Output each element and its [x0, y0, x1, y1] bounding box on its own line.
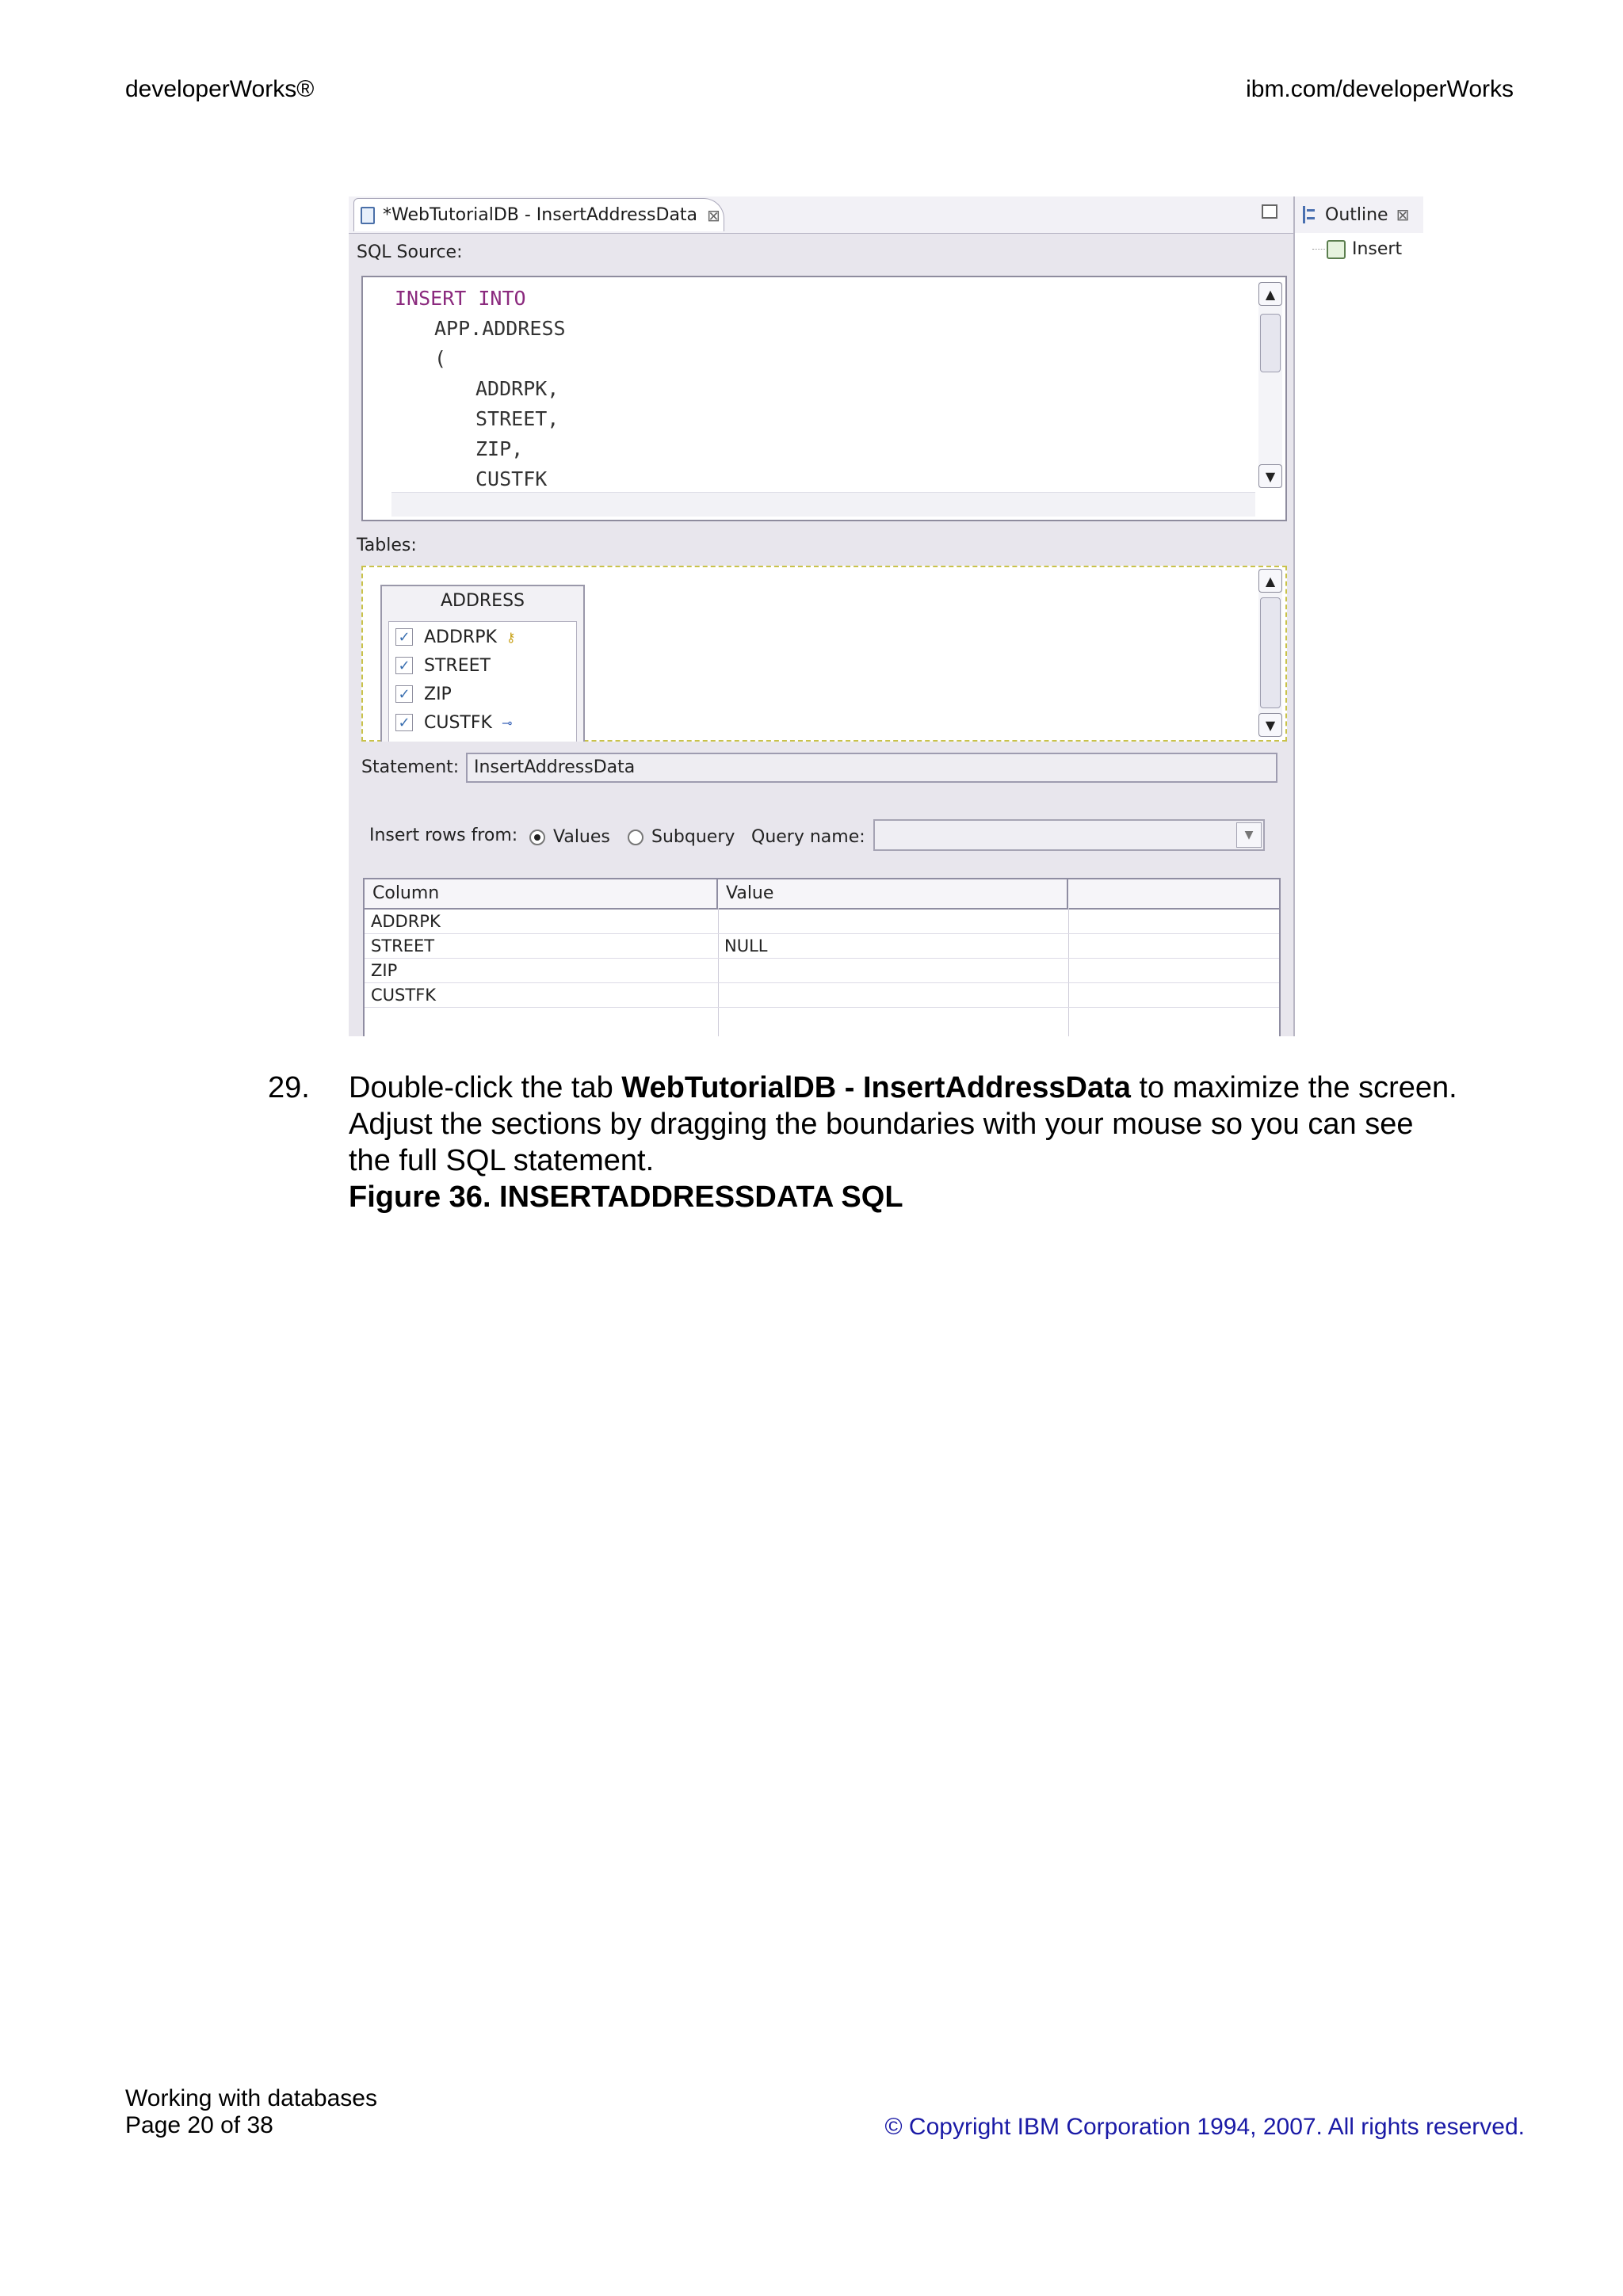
column-name: CUSTFK: [424, 712, 492, 733]
sql-line: (: [434, 347, 447, 370]
step-text-after: to maximize the screen. Adjust the sections by dragging the boundaries with your mouse so you can see the full SQL statement.: [349, 1071, 1457, 1177]
grid-cell-column[interactable]: STREET: [371, 936, 435, 955]
address-table-node[interactable]: [380, 585, 585, 743]
footer-title: Working with databases: [125, 2085, 377, 2111]
editor-tab-label: *WebTutorialDB - InsertAddressData: [383, 205, 698, 225]
column-row[interactable]: [395, 711, 512, 734]
tables-canvas[interactable]: [361, 566, 1287, 742]
checkbox-icon[interactable]: ✓: [395, 714, 413, 731]
scroll-up-icon[interactable]: ▲: [1258, 569, 1282, 593]
sql-line: ADDRPK,: [475, 377, 559, 400]
grid-header: [365, 879, 1279, 910]
grid-header-value[interactable]: Value: [718, 879, 1068, 908]
outline-item-label: Insert: [1352, 239, 1403, 259]
outline-tree-item[interactable]: [1312, 239, 1402, 259]
query-name-select[interactable]: [873, 819, 1265, 851]
grid-row-line: [365, 933, 1279, 934]
grid-divider: [1068, 908, 1069, 1036]
values-grid: [363, 878, 1281, 1036]
radio-selected-icon[interactable]: [529, 830, 545, 845]
step-text-bold: WebTutorialDB - InsertAddressData: [621, 1071, 1131, 1104]
grid-cell-column[interactable]: ADDRPK: [371, 912, 441, 931]
values-radio-label: Values: [553, 827, 610, 847]
statement-label: Statement:: [361, 757, 460, 777]
statement-form: [349, 742, 1293, 1036]
scroll-down-icon[interactable]: ▼: [1258, 464, 1282, 488]
sql-line: STREET,: [475, 407, 559, 430]
step-text: [349, 1070, 1458, 1215]
chevron-down-icon[interactable]: ▼: [1236, 822, 1262, 848]
foreign-key-icon: ⊸: [501, 715, 513, 730]
column-row[interactable]: [395, 625, 516, 649]
maximize-icon[interactable]: [1262, 204, 1277, 219]
insert-statement-icon: [1327, 240, 1346, 259]
scroll-thumb[interactable]: [1260, 597, 1281, 708]
insert-rows-label: Insert rows from:: [369, 826, 518, 845]
scroll-thumb[interactable]: [1260, 314, 1281, 372]
sql-file-icon: [361, 207, 375, 224]
subquery-radio[interactable]: [628, 827, 735, 847]
table-name: ADDRESS: [440, 591, 525, 611]
outline-tab[interactable]: [1295, 196, 1423, 233]
primary-key-icon: ⚷: [506, 629, 516, 645]
column-name: STREET: [424, 655, 491, 676]
column-row[interactable]: [395, 654, 491, 677]
sql-source-editor[interactable]: [361, 276, 1287, 521]
values-radio[interactable]: [529, 827, 610, 847]
checkbox-icon[interactable]: ✓: [395, 685, 413, 703]
header-brand: developerWorks®: [125, 76, 315, 102]
footer-info: [125, 2085, 377, 2139]
step-number: 29.: [268, 1071, 310, 1104]
grid-cell-value[interactable]: [718, 959, 724, 982]
grid-cell-value[interactable]: [718, 983, 724, 1007]
grid-row-line: [365, 982, 1279, 983]
ide-screenshot: [349, 196, 1423, 1036]
sql-source-label: SQL Source:: [357, 242, 463, 262]
grid-cell-column[interactable]: CUSTFK: [371, 986, 437, 1005]
step-text-before: Double-click the tab: [349, 1071, 622, 1104]
subquery-radio-label: Subquery: [651, 827, 735, 847]
grid-row-line: [365, 958, 1279, 959]
grid-header-column[interactable]: Column: [365, 879, 718, 908]
grid-header-extra: [1068, 879, 1279, 908]
sql-line: ZIP,: [475, 437, 524, 460]
footer-page-number: Page 20 of 38: [125, 2112, 273, 2138]
checkbox-icon[interactable]: ✓: [395, 657, 413, 674]
grid-cell-column[interactable]: ZIP: [371, 961, 398, 980]
figure-caption: Figure 36. INSERTADDRESSDATA SQL: [349, 1180, 903, 1214]
editor-tab-bar: [349, 196, 1293, 234]
footer-copyright-link[interactable]: © Copyright IBM Corporation 1994, 2007. All rights reserved.: [884, 2114, 1525, 2140]
scroll-up-icon[interactable]: ▲: [1258, 282, 1282, 306]
grid-cell-value[interactable]: NULL: [724, 936, 768, 955]
sql-editor-pane: [349, 196, 1295, 1036]
table-columns: [388, 621, 577, 742]
header-site-link[interactable]: ibm.com/developerWorks: [1246, 76, 1514, 102]
column-name: ZIP: [424, 684, 452, 704]
scroll-down-icon[interactable]: ▼: [1258, 713, 1282, 737]
statement-name-field[interactable]: InsertAddressData: [466, 753, 1277, 783]
column-name: ADDRPK: [424, 627, 497, 647]
outline-tab-label: Outline: [1325, 204, 1388, 225]
sql-horizontal-scrollbar[interactable]: [391, 492, 1255, 517]
radio-unselected-icon[interactable]: [628, 830, 643, 845]
sql-line: INSERT INTO: [395, 287, 526, 310]
grid-row-line: [365, 1007, 1279, 1008]
tables-vertical-scrollbar[interactable]: [1258, 569, 1282, 737]
column-row[interactable]: [395, 682, 452, 706]
tree-connector: [1312, 249, 1325, 250]
outline-view: [1295, 196, 1423, 1036]
tables-label: Tables:: [357, 536, 417, 555]
close-icon[interactable]: ⊠: [1396, 205, 1410, 224]
sql-vertical-scrollbar[interactable]: [1258, 282, 1282, 488]
sql-line: CUSTFK: [475, 467, 548, 490]
close-icon[interactable]: ⊠: [707, 205, 720, 225]
outline-icon: [1303, 206, 1320, 223]
checkbox-icon[interactable]: ✓: [395, 628, 413, 646]
sql-line: APP.ADDRESS: [434, 317, 566, 340]
grid-cell-value[interactable]: [718, 910, 724, 933]
editor-tab[interactable]: [353, 198, 724, 231]
query-name-label: Query name:: [751, 827, 865, 847]
